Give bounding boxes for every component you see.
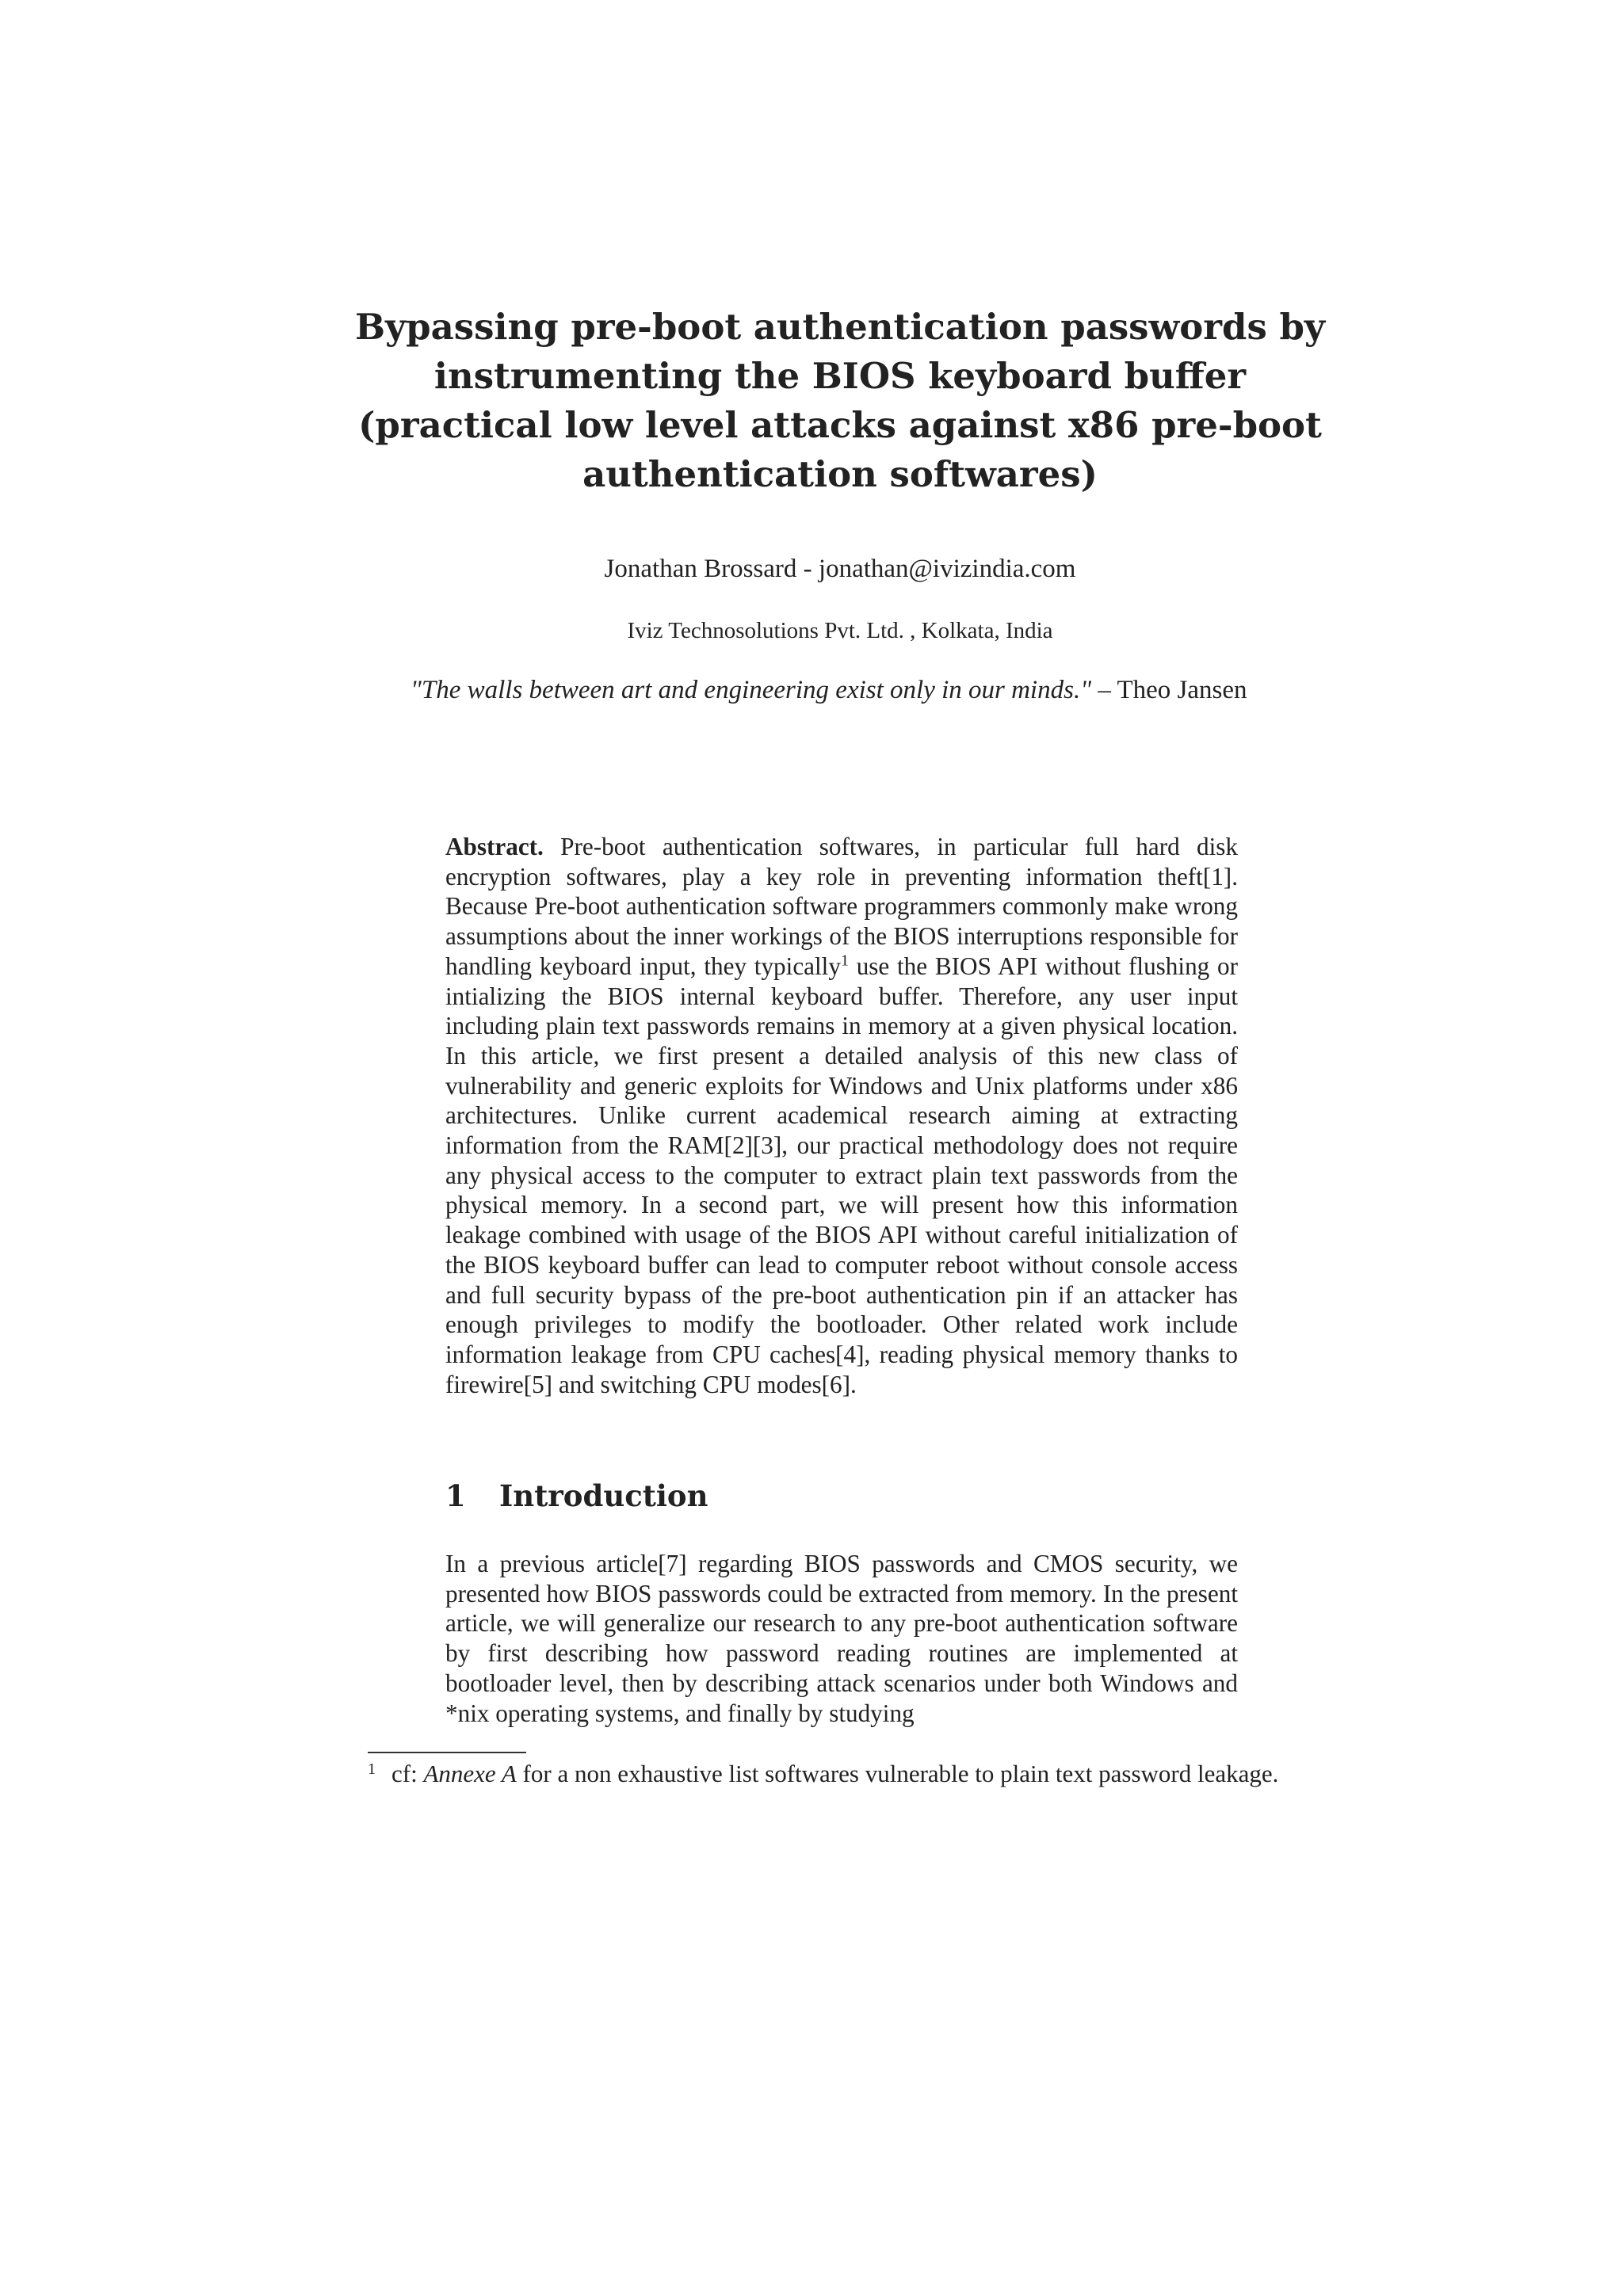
- section-heading: [445, 1478, 708, 1513]
- epigraph-quote: "The walls between art and engineering exist only in our minds.": [411, 676, 1092, 704]
- footnote-mark: 1: [368, 1760, 376, 1778]
- section-title: Introduction: [499, 1478, 708, 1513]
- footnote-ref[interactable]: 1: [840, 952, 849, 970]
- title-line: Bypassing pre-boot authentication passwords by: [354, 306, 1326, 348]
- title-line: (practical low level attacks against x86 pre-boot: [358, 404, 1322, 446]
- footnote-rule: [368, 1752, 526, 1753]
- abstract-text-part1: Pre-boot authentication softwares, in particular full hard disk encryption softwares, play a key role in preventing information theft[1]. Because Pre-boot authentication software programmers commonly make wrong assumptions about the inner workings of the BIOS interruptions responsible for handling keyboard input, they typically: [445, 833, 1238, 980]
- footnote: [368, 1759, 1316, 1789]
- footnote-text: for a non exhaustive list softwares vulnerable to plain text password leakage.: [516, 1760, 1279, 1787]
- epigraph-attribution: – Theo Jansen: [1098, 676, 1247, 704]
- abstract: [445, 832, 1238, 1399]
- footnote-prefix: cf:: [391, 1760, 424, 1787]
- paper-title: [349, 303, 1331, 499]
- section-body: In a previous article[7] regarding BIOS passwords and CMOS security, we presented how BIOS passwords could be extracted from memory. In the present article, we will generalize our research to any pre-boot authentication software by first describing how password reading routines are implemented at bootloader level, then by describing attack scenarios under both Windows and *nix operating systems, and finally by studying: [445, 1550, 1238, 1727]
- title-line: authentication softwares): [582, 453, 1098, 495]
- abstract-label: Abstract.: [445, 833, 544, 860]
- author-line: Jonathan Brossard - jonathan@ivizindia.com: [604, 555, 1076, 583]
- affiliation-line: Iviz Technosolutions Pvt. Ltd. , Kolkata, India: [627, 618, 1053, 643]
- footnote-ref-annex: Annexe A: [423, 1760, 517, 1787]
- epigraph: [368, 673, 1316, 707]
- title-line: instrumenting the BIOS keyboard buffer: [433, 355, 1247, 397]
- section-number: 1: [445, 1478, 466, 1513]
- abstract-text-part2: use the BIOS API without flushing or intializing the BIOS internal keyboard buffer. Therefore, any user input including plain text passwords remains in memory at a given physical location. In this article, we first present a detailed analysis of this new class of vulnerability and generic exploits for Windows and Unix platforms under x86 architectures. Unlike current academical research aiming at extracting information from the RAM[2][3], our practical methodology does not require any physical access to the computer to extract plain text passwords from the physical memory. In a second part, we will present how this information leakage combined with usage of the BIOS API without careful initialization of the BIOS keyboard buffer can lead to computer reboot without console access and full security bypass of the pre-boot authentication pin if an attacker has enough privileges to modify the bootloader. Other related work include information leakage from CPU caches[4], reading physical memory thanks to firewire[5] and switching CPU modes[6].: [445, 952, 1238, 1398]
